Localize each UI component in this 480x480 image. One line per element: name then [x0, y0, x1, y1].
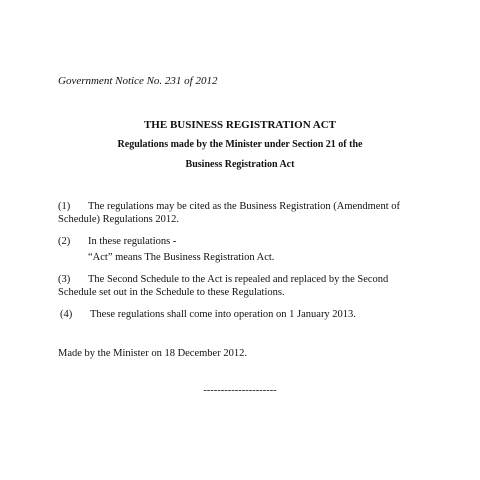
- paragraph-4: [60, 308, 430, 321]
- act-title: THE BUSINESS REGISTRATION ACT: [143, 119, 337, 131]
- paragraph-text: In these regulations -: [88, 236, 177, 247]
- paragraph-3: [58, 273, 428, 299]
- regulations-subtitle-line-2: Business Registration Act: [185, 159, 295, 170]
- regulations-subtitle-line-1: Regulations made by the Minister under Section 21 of the: [117, 139, 363, 150]
- government-notice-number: Government Notice No. 231 of 2012: [58, 75, 218, 87]
- paragraph-number: (3): [58, 274, 71, 285]
- divider-line: ---------------------: [203, 385, 277, 396]
- paragraph-2: [58, 235, 428, 248]
- closing-statement: Made by the Minister on 18 December 2012.: [58, 348, 247, 359]
- act-definition: “Act” means The Business Registration Act.: [88, 252, 275, 263]
- paragraph-1: [58, 200, 428, 226]
- paragraph-number: (1): [58, 201, 71, 212]
- paragraph-text: The Second Schedule to the Act is repealed and replaced by the Second Schedule set out in the Schedule to these Regulations.: [58, 274, 389, 298]
- paragraph-number: (2): [58, 236, 71, 247]
- paragraph-text: The regulations may be cited as the Business Registration (Amendment of Schedule) Regulations 2012.: [58, 201, 401, 225]
- paragraph-text: These regulations shall come into operation on 1 January 2013.: [90, 309, 356, 320]
- paragraph-number: (4): [60, 309, 73, 320]
